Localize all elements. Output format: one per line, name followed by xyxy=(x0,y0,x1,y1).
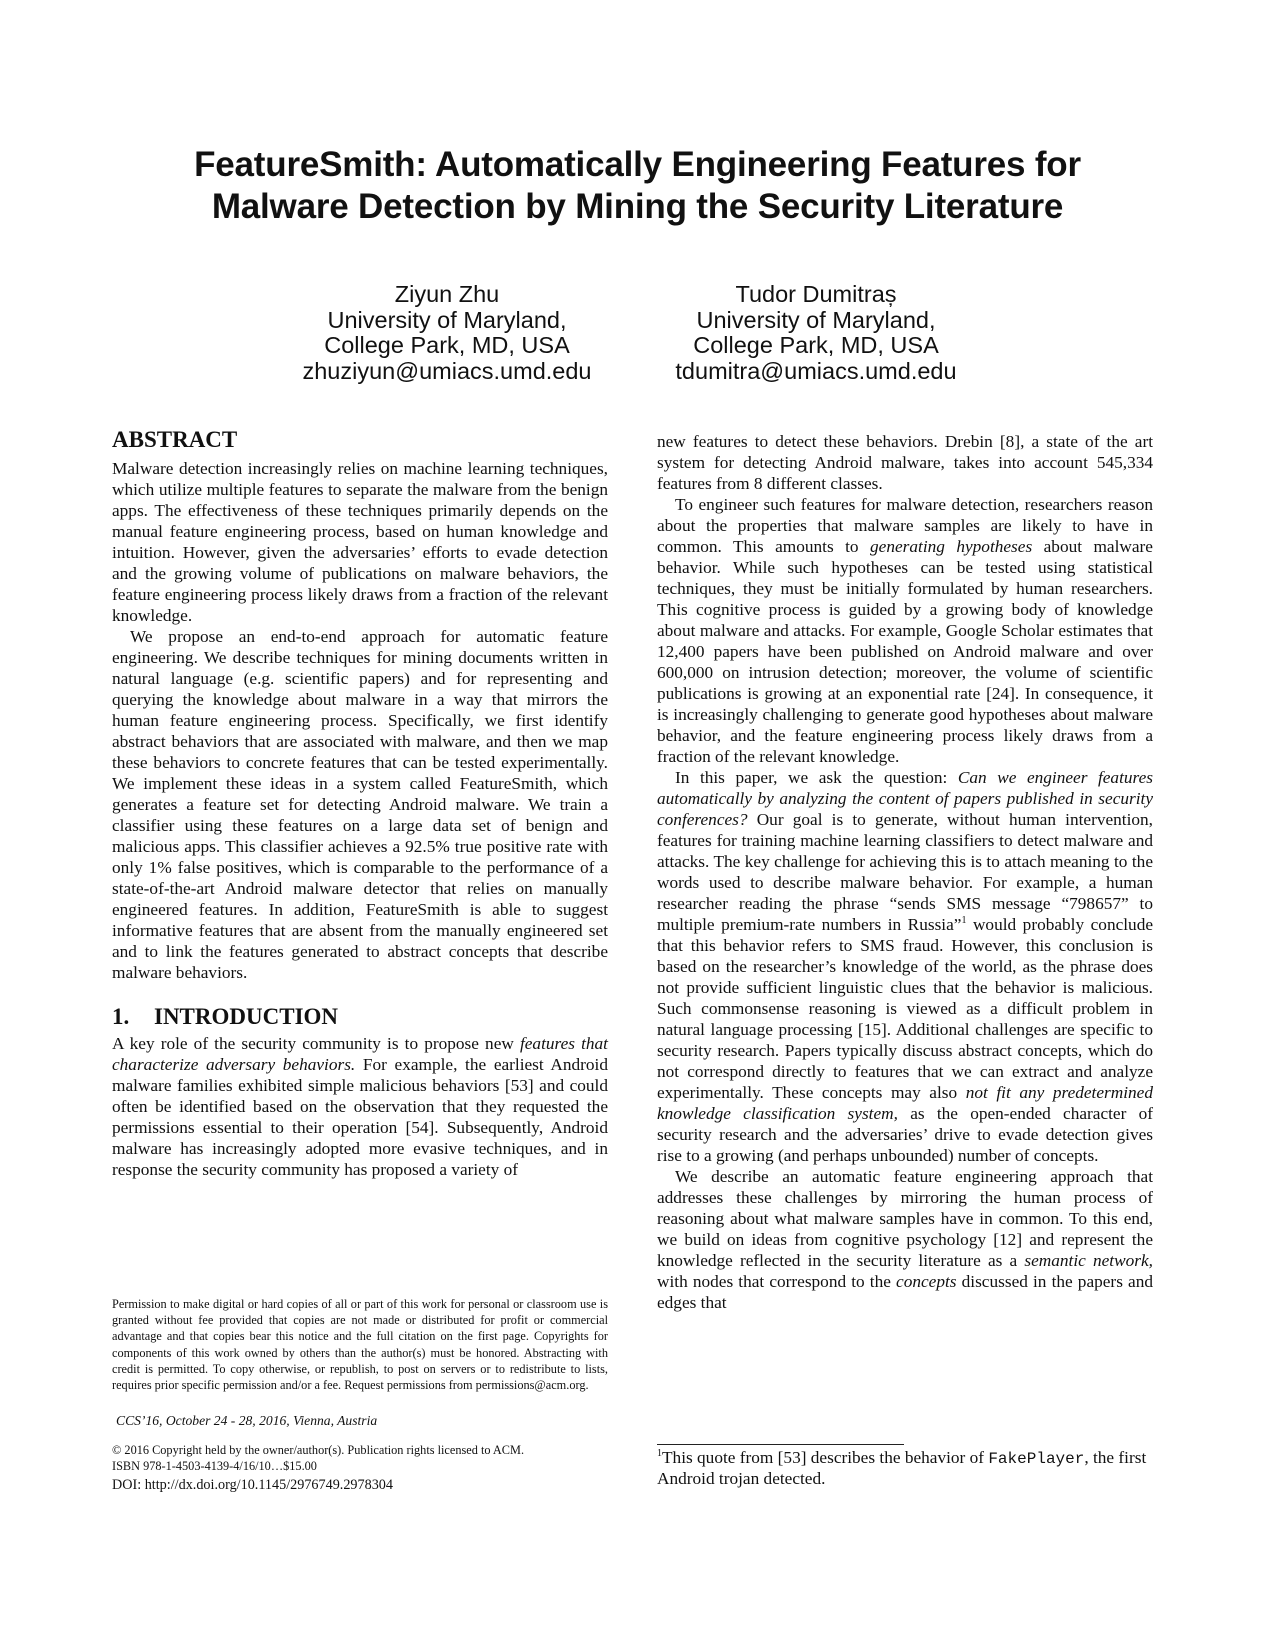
emphasis: generating hypotheses xyxy=(870,537,1033,556)
author-email: zhuziyun@umiacs.umd.edu xyxy=(302,357,592,384)
paper-title xyxy=(80,144,1195,228)
emphasis: Can we engineer features automatically by analyzing the content of papers published in security conferences? xyxy=(657,768,1153,829)
copyright-line: © 2016 Copyright held by the owner/author(s). Publication rights licensed to ACM. xyxy=(112,1443,525,1457)
doi-link[interactable]: DOI: http://dx.doi.org/10.1145/2976749.2978304 xyxy=(112,1477,393,1493)
emphasis: concepts xyxy=(896,1272,957,1291)
footnote-number: 1 xyxy=(657,1448,662,1460)
author-location: College Park, MD, USA xyxy=(693,332,939,358)
footnote-divider xyxy=(657,1444,904,1445)
intro-paragraph-4: We describe an automatic feature engineering approach that addresses these challenges by mirroring the human process of reasoning about what malware samples have in common. To this end, we build on ideas from cognitive psychology [12] and represent the knowledge reflected in the security literature as a semantic network, with nodes that correspond to the concepts discussed in the papers and edges that xyxy=(657,1167,1153,1312)
abstract-heading: ABSTRACT xyxy=(112,427,238,452)
section-number: 1. xyxy=(112,1004,130,1029)
permission-notice: Permission to make digital or hard copies of all or part of this work for personal or classroom use is granted without fee provided that copies are not made or distributed for profit or commercial advantage and that copies bear this notice and the full citation on the first page. Copyrights for components of this work owned by others than the author(s) must be honored. Abstracting with credit is permitted. To copy otherwise, or republish, to post on servers or to redistribute to lists, requires prior specific permission and/or a fee. Request permissions from permissions@acm.org. xyxy=(112,1297,608,1393)
author-affiliation: University of Maryland, xyxy=(327,306,567,333)
intro-paragraph-1: A key role of the security community is to propose new features that characterize adversary behaviors. For example, the earliest Android malware families exhibited simple malicious behaviors [53] and could often be identified based on the observation that they requested the permissions essential to their operation [54]. Subsequently, Android malware has increasingly adopted more evasive techniques, and in response the security community has proposed a variety of xyxy=(112,1034,608,1179)
author-block-1 xyxy=(247,282,647,384)
abstract-paragraph-1: Malware detection increasingly relies on machine learning techniques, which utilize multiple features to separate the malware from the benign apps. The effectiveness of these techniques primarily depends on the manual feature engineering process, based on human knowledge and intuition. However, given the adversaries’ efforts to evade detection and the growing volume of publications on malware behaviors, the feature engineering process likely draws from a fraction of the relevant knowledge. xyxy=(112,459,608,625)
emphasis: not fit any predetermined knowledge classification system, xyxy=(657,1083,1153,1123)
footnote-marker[interactable]: 1 xyxy=(961,915,967,927)
author-affiliation: University of Maryland, xyxy=(696,306,936,333)
author-location: College Park, MD, USA xyxy=(324,332,570,358)
author-name: Ziyun Zhu xyxy=(394,281,500,307)
conference-venue: CCS’16, October 24 - 28, 2016, Vienna, Austria xyxy=(116,1413,378,1428)
intro-paragraph-3: In this paper, we ask the question: Can we engineer features automatically by analyzing the content of papers published in security conferences? Our goal is to generate, without human intervention, features for training machine learning classifiers to detect malware and attacks. The key challenge for achieving this is to attach meaning to the words used to describe malware behavior. For example, a human researcher reading the phrase “sends SMS message “798657” to multiple premium-rate numbers in Russia”$^1$ would probably conclude that this behavior refers to SMS fraud. However, this conclusion is based on the researcher’s knowledge of the world, as the phrase does not provide sufficient linguistic clues that the behavior is malicious. Such commonsense reasoning is viewed as a difficult problem in natural language processing [15]. Additional challenges are specific to security research. Papers typically discuss abstract concepts, which do not correspond directly to features that we can extract and analyze experimentally. These concepts may also not fit any predetermined knowledge classification system, as the open-ended character of security research and the adversaries’ drive to evade detection gives rise to a growing (and perhaps unbounded) number of concepts. xyxy=(657,768,1154,1165)
introduction-heading xyxy=(112,1003,608,1031)
author-block-2 xyxy=(616,282,1016,384)
right-column xyxy=(657,431,1153,1313)
footnote: $^1$This quote from [53] describes the behavior of FakePlayer, the first Android trojan detected. xyxy=(657,1448,1147,1488)
left-column xyxy=(112,426,608,1180)
code-text: FakePlayer xyxy=(988,1450,1085,1468)
author-name: Tudor Dumitraș xyxy=(735,281,897,307)
section-title: INTRODUCTION xyxy=(154,1004,339,1029)
author-email: tdumitra@umiacs.umd.edu xyxy=(675,357,957,384)
title-line-2: Malware Detection by Mining the Security Literature xyxy=(211,187,1064,226)
emphasis: features that characterize adversary behaviors. xyxy=(112,1034,608,1074)
emphasis: semantic network, xyxy=(1024,1251,1153,1270)
copyright-notice xyxy=(112,1442,608,1474)
abstract-paragraph-2: We propose an end-to-end approach for automatic feature engineering. We describe techniques for mining documents written in natural language (e.g. scientific papers) and for representing and querying the knowledge about malware in a way that mirrors the human feature engineering process. Specifically, we first identify abstract behaviors that are associated with malware, and then we map these behaviors to concrete features that can be tested experimentally. We implement these ideas in a system called FeatureSmith, which generates a feature set for detecting Android malware. We train a classifier using these features on a large data set of benign and malicious apps. This classifier achieves a 92.5% true positive rate with only 1% false positives, which is comparable to the performance of a state-of-the-art Android malware detector that relies on manually engineered features. In addition, FeatureSmith is able to suggest informative features that are absent from the manually engineered set and to link the features generated to abstract concepts that describe malware behaviors. xyxy=(112,627,608,982)
intro-paragraph-continued: new features to detect these behaviors. Drebin [8], a state of the art system for detecting Android malware, takes into account 545,334 features from 8 different classes. xyxy=(657,432,1153,493)
isbn-line: ISBN 978-1-4503-4139-4/16/10…$15.00 xyxy=(112,1459,317,1473)
title-line-1: FeatureSmith: Automatically Engineering Features for xyxy=(194,145,1081,184)
intro-paragraph-2: To engineer such features for malware detection, researchers reason about the properties that malware samples are likely to have in common. This amounts to generating hypotheses about malware behavior. While such hypotheses can be tested using statistical techniques, they must be initially formulated by human researchers. This cognitive process is guided by a growing body of knowledge about malware and attacks. For example, Google Scholar estimates that 12,400 papers have been published on Android malware and over 600,000 on intrusion detection; moreover, the volume of scientific publications is growing at an exponential rate [24]. In consequence, it is increasingly challenging to generate good hypotheses about malware behavior, and the feature engineering process likely draws from a fraction of the relevant knowledge. xyxy=(657,495,1153,766)
